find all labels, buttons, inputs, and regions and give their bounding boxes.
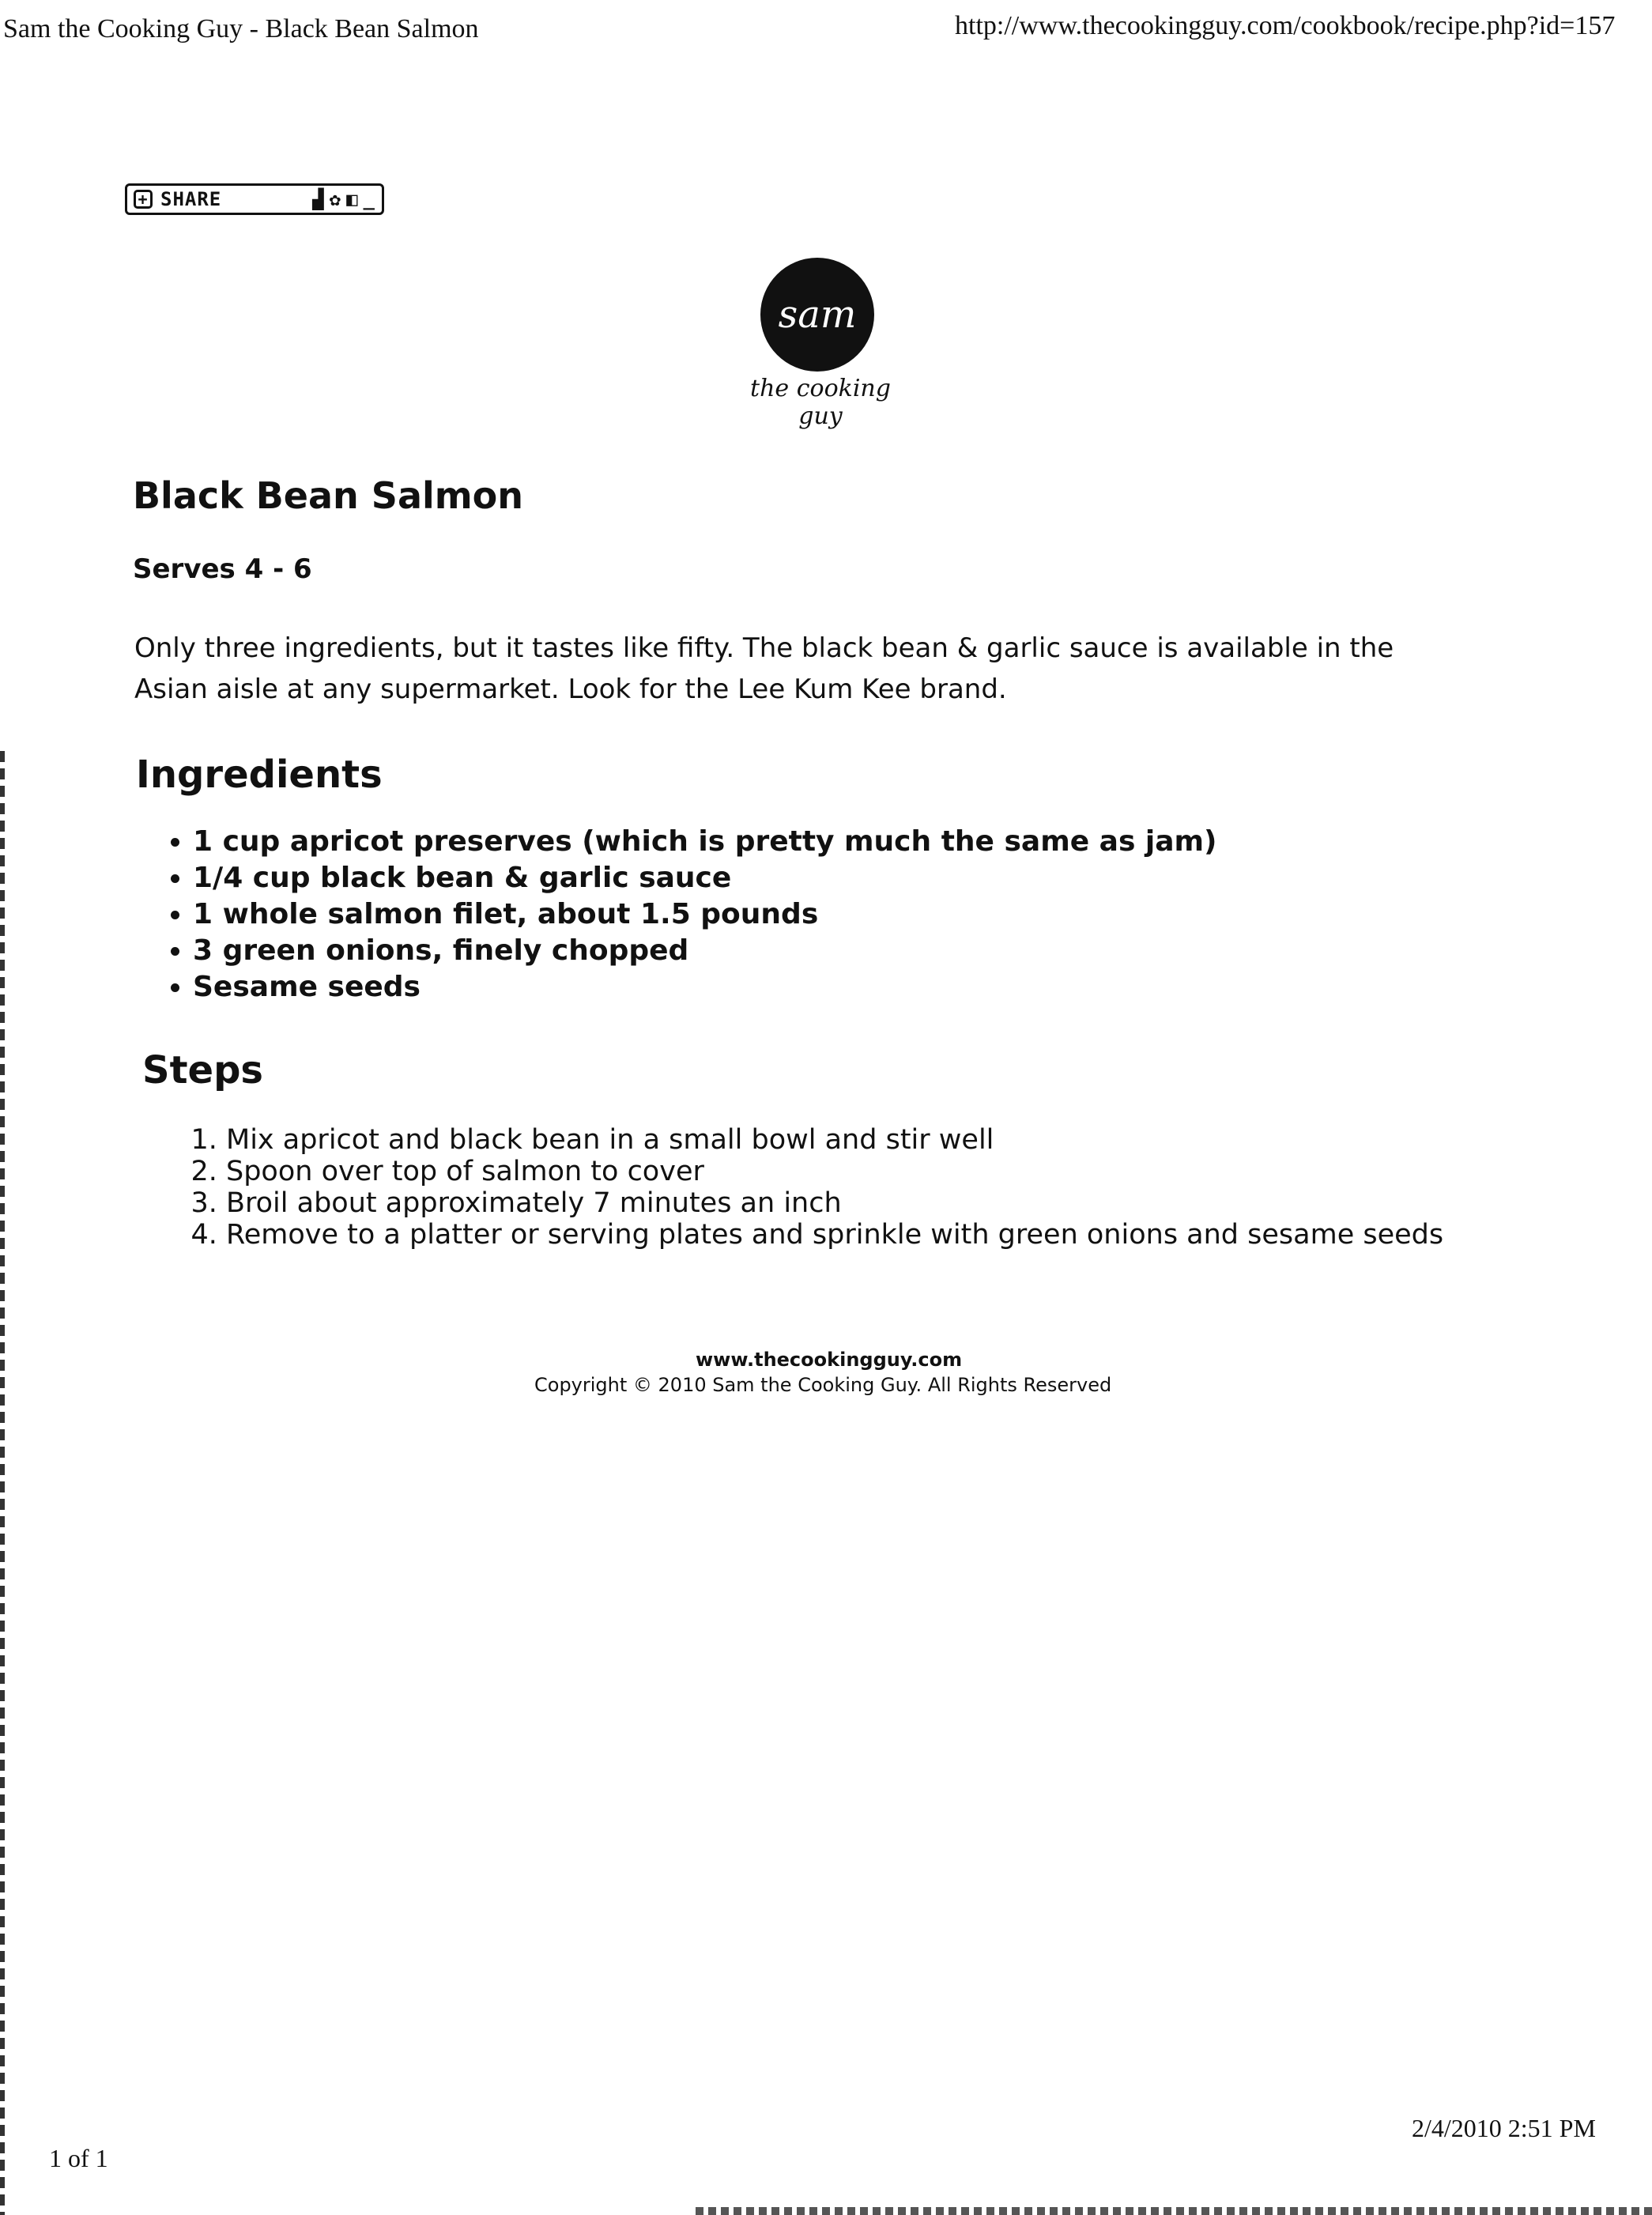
ingredients-list (133, 824, 1477, 1006)
print-footer-datetime: 2/4/2010 2:51 PM (1412, 2114, 1596, 2142)
delicious-icon[interactable]: ▟ (312, 188, 325, 210)
list-item: • Sesame seeds (193, 969, 1477, 1006)
site-footer-copyright: Copyright © 2010 Sam the Cooking Guy. All Rights Reserved (534, 1374, 1112, 1396)
list-item: • 1 whole salmon filet, about 1.5 pounds (193, 896, 1477, 933)
site-footer-link[interactable]: www.thecookingguy.com (696, 1349, 963, 1371)
steps-list (133, 1124, 1477, 1251)
share-label: SHARE (160, 188, 222, 210)
plus-box-icon: + (134, 190, 153, 209)
recipe-title: Black Bean Salmon (133, 474, 524, 517)
recipe-content (133, 474, 1477, 1251)
list-item: 3. Broil about approximately 7 minutes an inch (226, 1187, 1477, 1219)
recipe-serves: Serves 4 - 6 (133, 553, 312, 585)
steps-heading: Steps (142, 1048, 263, 1092)
list-item: • 1/4 cup black bean & garlic sauce (193, 860, 1477, 896)
list-item: 2. Spoon over top of salmon to cover (226, 1156, 1477, 1187)
ingredients-heading: Ingredients (136, 753, 383, 797)
scan-edge-left (0, 751, 5, 2215)
logo-tagline: the cooking guy (750, 375, 891, 430)
more-icon[interactable]: _ (363, 188, 375, 210)
digg-icon[interactable]: ✿ (329, 188, 342, 210)
list-item: • 3 green onions, finely chopped (193, 933, 1477, 969)
share-services (312, 188, 375, 210)
print-footer-page: 1 of 1 (49, 2144, 108, 2172)
print-header-url: http://www.thecookingguy.com/cookbook/recipe.php?id=157 (955, 11, 1616, 40)
share-button[interactable] (125, 183, 384, 215)
list-item: • 1 cup apricot preserves (which is pretty much the same as jam) (193, 824, 1477, 860)
print-header-title: Sam the Cooking Guy - Black Bean Salmon (3, 14, 479, 43)
recipe-intro: Only three ingredients, but it tastes like fifty. The black bean & garlic sauce is available in the Asian aisle at any supermarket. Look for the Lee Kum Kee brand. (134, 632, 1394, 705)
list-item: 4. Remove to a platter or serving plates and sprinkle with green onions and sesame seeds (226, 1219, 1477, 1251)
scan-edge-bottom (696, 2207, 1652, 2215)
list-item: 1. Mix apricot and black bean in a small bowl and stir well (226, 1124, 1477, 1156)
facebook-icon[interactable]: ◧ (346, 188, 359, 210)
logo-mark: sam (760, 258, 874, 372)
